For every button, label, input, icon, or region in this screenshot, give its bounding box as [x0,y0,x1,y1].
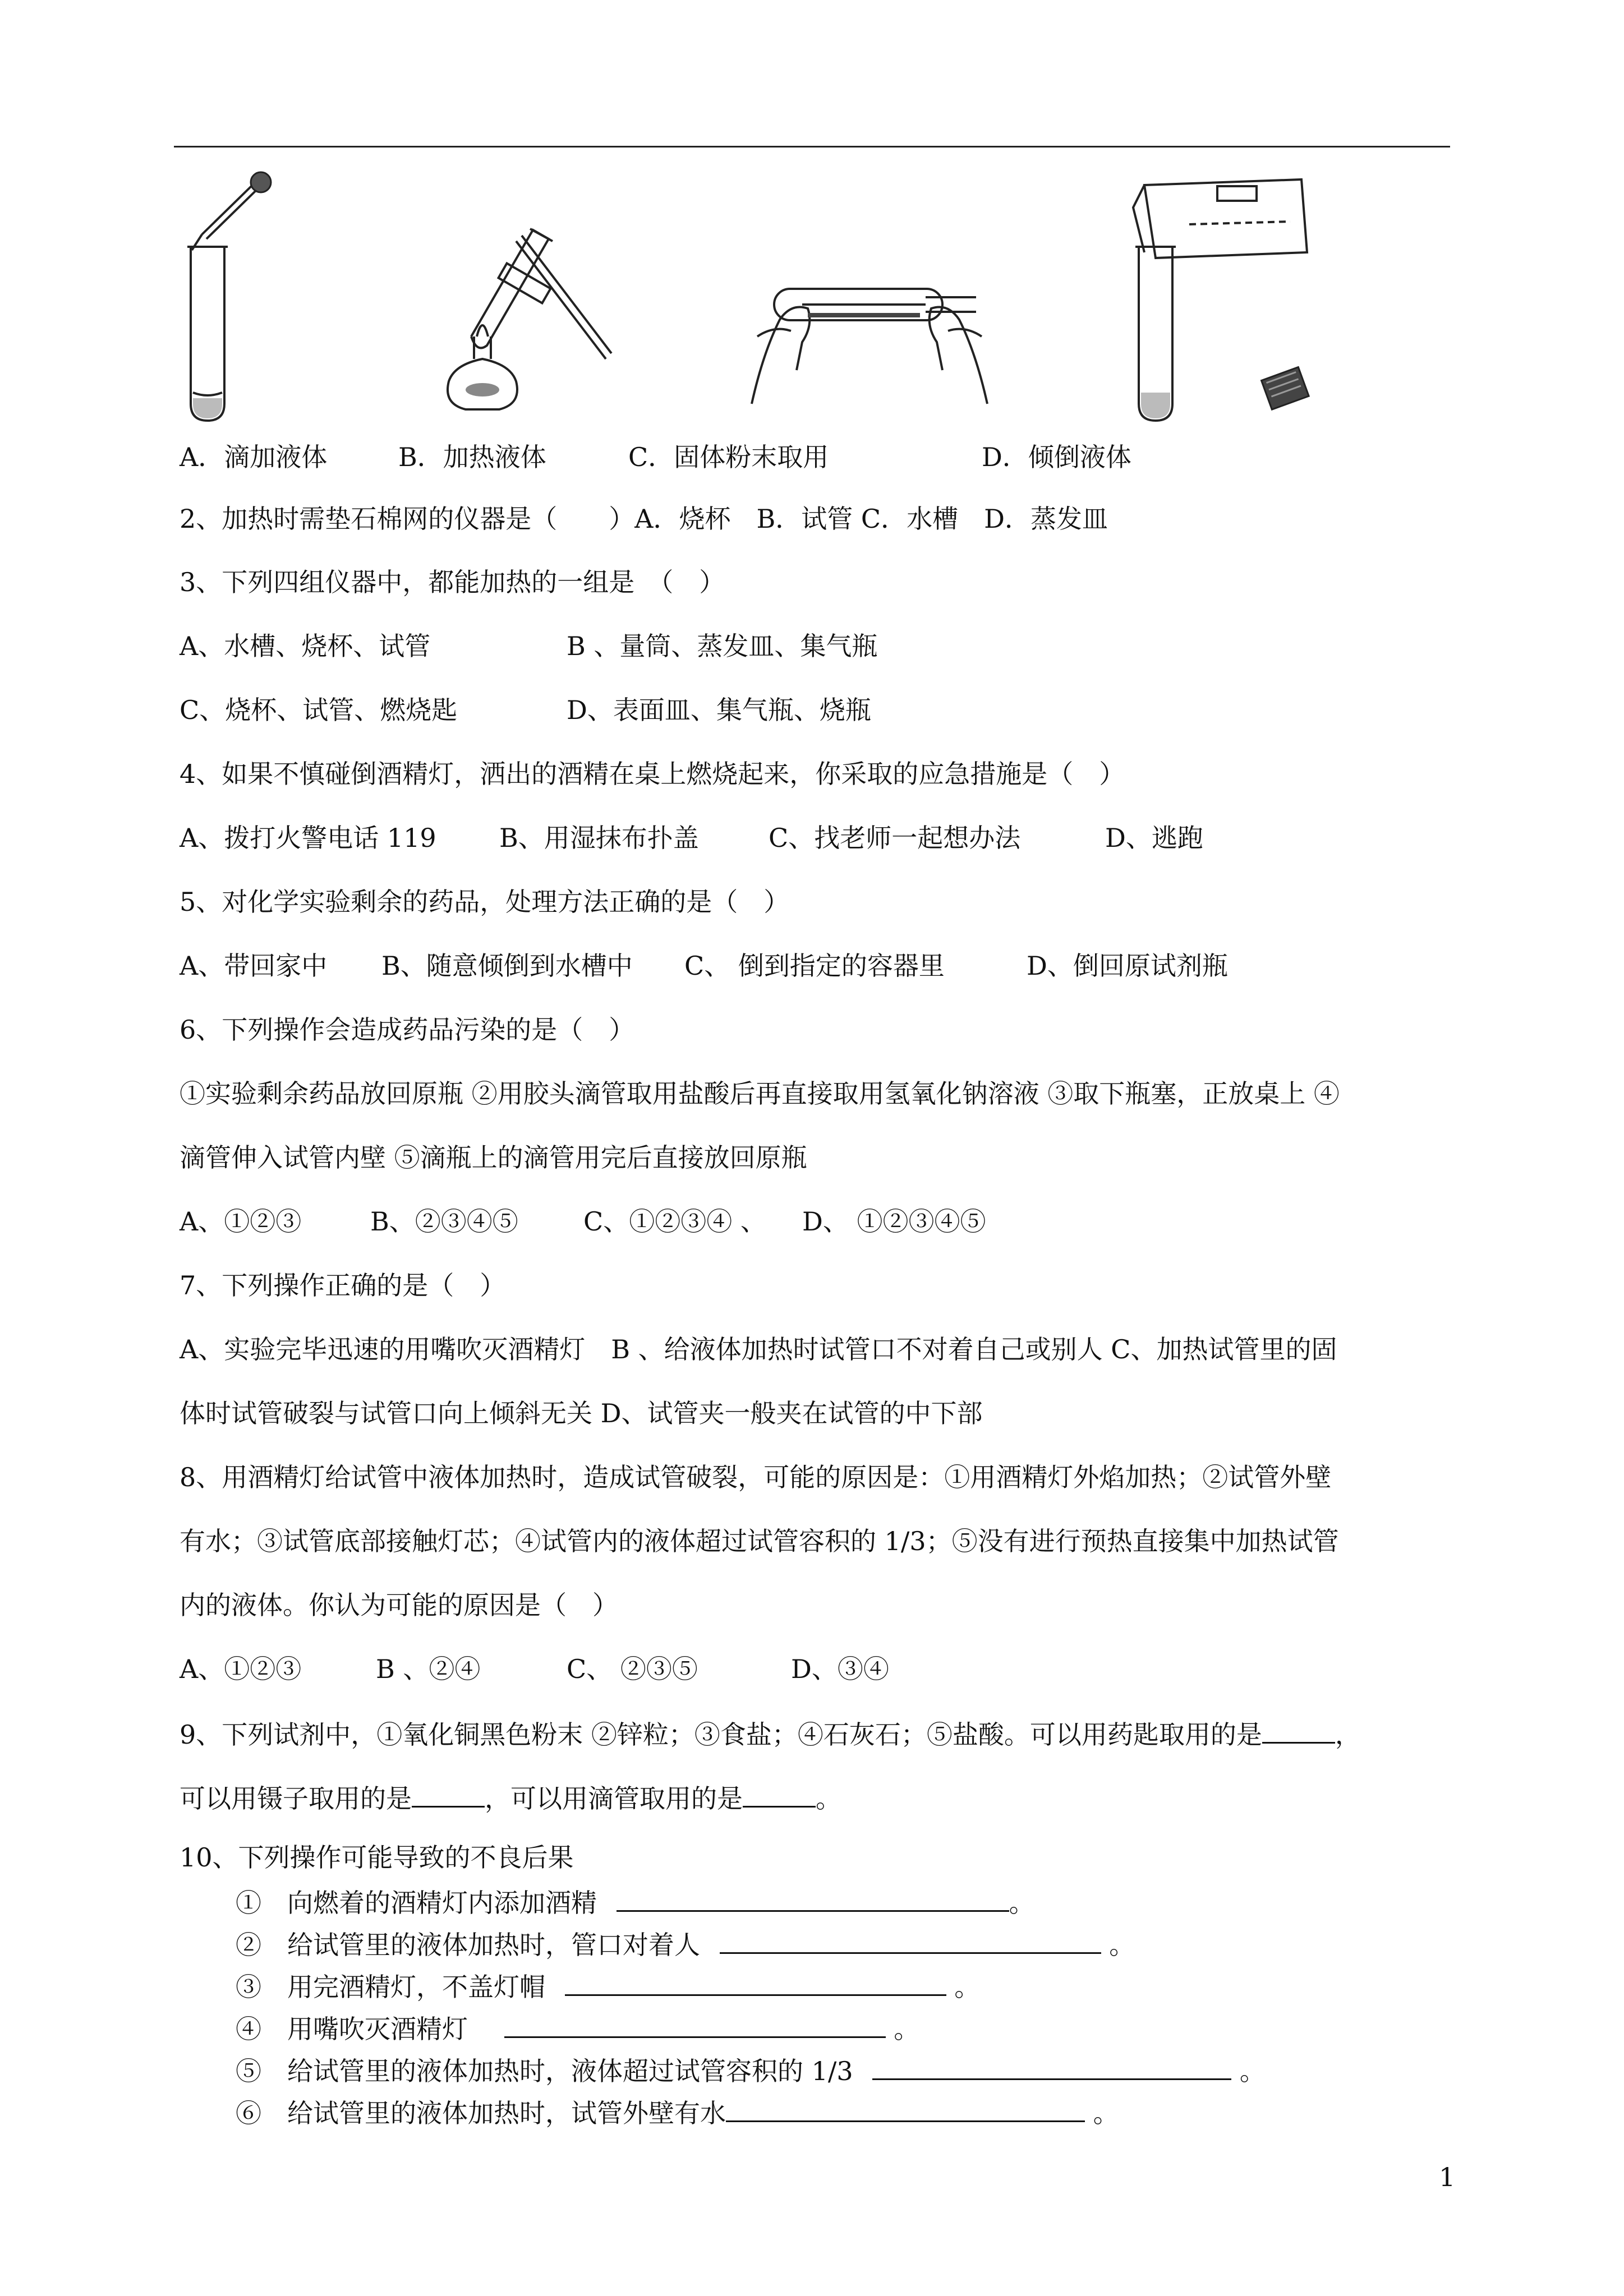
figure-captions [180,440,1131,474]
question-6-line1: ①实验剩余药品放回原瓶 ②用胶头滴管取用盐酸后再直接取用氢氧化钠溶液 ③取下瓶塞，正放桌上 ④ [180,1078,1340,1109]
q8-option-a: A、①②③ [180,1654,302,1684]
question-2: 2、加热时需垫石棉网的仪器是（ ）A．烧杯 B．试管 C．水槽 D．蒸发皿 [180,504,1108,534]
q8-option-d: D、③④ [791,1654,889,1684]
q10-item-4 [236,2011,919,2046]
q10-item-3-blank[interactable] [565,1968,946,1996]
q9-answer-blank-tweezers[interactable] [412,1780,485,1808]
q4-option-c: C、找老师一起想办法 [769,823,1021,853]
question-9-line1 [180,1716,1361,1751]
q10-item-5-text: ⑤ 给试管里的液体加热时，液体超过试管容积的 1/3 [236,2056,853,2086]
q10-item-6-blank[interactable] [726,2095,1085,2122]
caption-b: B．加热液体 [398,442,546,472]
q9-text-2a: 可以用镊子取用的是 [180,1783,412,1814]
header-rule [174,146,1450,147]
question-4-stem: 4、如果不慎碰倒酒精灯，洒出的酒精在桌上燃烧起来，你采取的应急措施是（ ） [180,759,1125,789]
question-7-line1: A、实验完毕迅速的用嘴吹灭酒精灯 B 、给液体加热时试管口不对着自己或别人 C、加热试管里的固 [180,1334,1337,1364]
q9-text-1: 9、下列试剂中，①氧化铜黑色粉末 ②锌粒；③食盐；④石灰石；⑤盐酸。可以用药匙取用的是 [180,1719,1262,1750]
q10-item-4-blank[interactable] [504,2011,886,2038]
q3-option-b: B 、量筒、蒸发皿、集气瓶 [567,631,878,661]
q10-item-5-end: 。 [1239,2056,1266,2086]
q6-option-b: B、②③④⑤ [370,1206,518,1237]
q10-item-3-text: ③ 用完酒精灯，不盖灯帽 [236,1972,545,2002]
question-7-stem: 7、下列操作正确的是（ ） [180,1270,506,1301]
q3-option-a: A、水槽、烧杯、试管 [180,631,431,661]
page-number: 1 [1439,2162,1456,2192]
question-8-line1: 8、用酒精灯给试管中液体加热时，造成试管破裂，可能的原因是：①用酒精灯外焰加热；②试管外壁 [180,1462,1332,1492]
q10-item-6-end: 。 [1093,2098,1119,2128]
q9-text-2b: ，可以用滴管取用的是 [485,1783,743,1814]
q10-item-5-blank[interactable] [872,2053,1231,2080]
q10-item-1 [236,1884,1035,1920]
q5-option-a: A、带回家中 [180,951,328,981]
question-6-line2: 滴管伸入试管内壁 ⑤滴瓶上的滴管用完后直接放回原瓶 [180,1142,807,1173]
question-5-options [180,949,1228,983]
q3-option-d: D、表面皿、集气瓶、烧瓶 [567,695,871,725]
question-4-options [180,821,1203,855]
q9-answer-blank-spoon[interactable] [1262,1716,1335,1744]
question-3-options-row2 [180,693,871,727]
q10-item-2-text: ② 给试管里的液体加热时，管口对着人 [236,1930,700,1960]
q10-item-4-end: 。 [894,2014,920,2044]
question-3-options-row1 [180,629,878,663]
question-10-stem: 10、下列操作可能导致的不良后果 [180,1842,574,1873]
caption-c: C．固体粉末取用 [628,442,829,472]
q5-option-b: B、随意倾倒到水槽中 [381,951,633,981]
caption-d: D．倾倒液体 [982,442,1131,472]
dropper-test-tube-figure [174,168,286,432]
q10-item-3 [236,1968,980,2004]
q6-option-a: A、①②③ [180,1206,302,1237]
q10-item-5 [236,2053,1266,2088]
q10-item-1-blank[interactable] [617,1884,1009,1912]
q10-item-2-blank[interactable] [720,1926,1101,1954]
question-6-stem: 6、下列操作会造成药品污染的是（ ） [180,1015,635,1045]
q10-item-2-end: 。 [1109,1930,1135,1960]
q8-option-b: B 、②④ [376,1654,481,1684]
solid-powder-figure [740,168,999,432]
q10-item-1-end: 。 [1009,1888,1035,1918]
question-7-line2: 体时试管破裂与试管口向上倾斜无关 D、试管夹一般夹在试管的中下部 [180,1398,983,1428]
q10-item-4-text: ④ 用嘴吹灭酒精灯 [236,2014,468,2044]
q9-answer-blank-dropper[interactable] [743,1780,816,1808]
q9-text-1-end: ， [1335,1719,1361,1750]
q5-option-c: C、 倒到指定的容器里 [684,951,945,981]
q8-option-c: C、 ②③⑤ [567,1654,698,1684]
q3-option-c: C、烧杯、试管、燃烧匙 [180,695,458,725]
q4-option-d: D、逃跑 [1105,823,1203,853]
q9-text-2-end: 。 [816,1783,841,1814]
q4-option-b: B、用湿抹布扑盖 [499,823,699,853]
question-3-stem: 3、下列四组仪器中，都能加热的一组是 （ ） [180,567,725,597]
question-8-line3: 内的液体。你认为可能的原因是（ ） [180,1590,618,1620]
q10-item-6 [236,2095,1119,2130]
question-9-line2 [180,1780,841,1815]
q10-item-3-end: 。 [954,1972,981,2002]
q6-option-d: D、 ①②③④⑤ [802,1206,986,1237]
q6-option-c: C、①②③④ 、 [583,1206,766,1237]
question-8-options [180,1652,889,1686]
question-8-line2: 有水；③试管底部接触灯芯；④试管内的液体超过试管容积的 1/3；⑤没有进行预热直接集中加热试管 [180,1526,1339,1556]
q10-item-1-text: ① 向燃着的酒精灯内添加酒精 [236,1888,597,1918]
q4-option-a: A、拨打火警电话 119 [180,823,436,853]
question-5-stem: 5、对化学实验剩余的药品，处理方法正确的是（ ） [180,887,790,917]
experiment-figures [174,168,1450,432]
pouring-liquid-figure [1122,168,1324,432]
question-6-options [180,1205,986,1238]
q10-item-6-text: ⑥ 给试管里的液体加热时，试管外壁有水 [236,2098,726,2128]
heating-liquid-figure [421,168,634,432]
q10-item-2 [236,1926,1135,1962]
caption-a: A．滴加液体 [180,442,328,472]
q5-option-d: D、倒回原试剂瓶 [1027,951,1228,981]
